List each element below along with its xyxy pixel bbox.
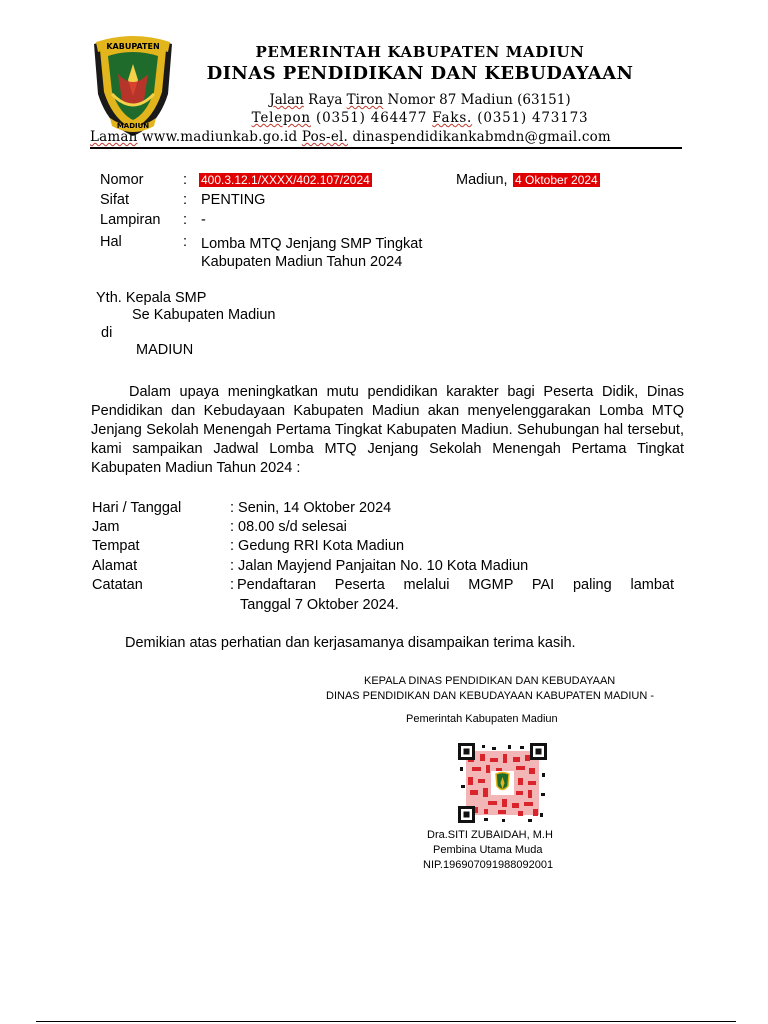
lampiran-label: Lampiran <box>100 212 161 228</box>
letterhead-line-address: Jalan Raya Tiron Nomor 87 Madiun (63151) <box>269 92 571 108</box>
kabupaten-madiun-emblem-logo <box>88 34 178 138</box>
colon: : <box>183 192 188 208</box>
recipient-city: MADIUN <box>136 342 194 358</box>
closing-sentence: Demikian atas perhatian dan kerjasamanya disampaikan terima kasih. <box>125 635 576 651</box>
recipient-di: di <box>101 325 113 341</box>
recipient-yth: Yth. Kepala SMP <box>96 290 207 306</box>
sifat-value: PENTING <box>201 192 266 208</box>
nomor-value: 400.3.12.1/XXXX/402.107/2024 <box>201 173 370 187</box>
signature-title-line2: DINAS PENDIDIKAN DAN KEBUDAYAAN KABUPATEN MADIUN - <box>326 690 655 702</box>
letterhead-line-phone: Telepon (0351) 464477 Faks. (0351) 473173 <box>251 110 589 126</box>
colon: : <box>183 172 188 188</box>
schedule-label-note: Catatan <box>92 577 143 593</box>
signature-title-line3: Pemerintah Kabupaten Madiun <box>406 713 558 725</box>
body-paragraph: Dalam upaya meningkatkan mutu pendidikan karakter bagi Peserta Didik, Dinas Pendidikan dan Kebudayaan Kabupaten Madiun akan menyelenggarakan Lomba MTQ Jenjang Sekolah Menengah Pertama Tingkat Kabupaten Madiun. Sehubungan hal tersebut, kami sampaikan Jadwal Lomba MTQ Jenjang Sekolah Menengah Pertama Tingkat Kabupaten Madiun Tahun 2024 : <box>91 384 684 476</box>
schedule-label-time: Jam <box>92 519 120 535</box>
signatory-name: Dra.SITI ZUBAIDAH, M.H <box>427 829 553 841</box>
recipient-line2: Se Kabupaten Madiun <box>132 307 276 323</box>
letterhead-line-government: PEMERINTAH KABUPATEN MADIUN <box>255 43 585 61</box>
letter-place: Madiun, <box>456 172 508 188</box>
hal-label: Hal <box>100 234 122 250</box>
page-bottom-rule <box>36 1021 736 1022</box>
colon: : <box>183 234 188 250</box>
hal-value-line2: Kabupaten Madiun Tahun 2024 <box>201 254 403 270</box>
letterhead-divider <box>90 147 682 149</box>
sifat-label: Sifat <box>100 192 130 208</box>
signatory-nip: NIP.196907091988092001 <box>423 859 554 871</box>
letter-date: 4 Oktober 2024 <box>515 173 598 187</box>
schedule-value-date: : Senin, 14 Oktober 2024 <box>230 500 392 516</box>
schedule-value-address: : Jalan Mayjend Panjaitan No. 10 Kota Madiun <box>230 558 529 574</box>
signature-title-line1: KEPALA DINAS PENDIDIKAN DAN KEBUDAYAAN <box>364 675 616 687</box>
schedule-value-note-line2: Tanggal 7 Oktober 2024. <box>240 597 399 613</box>
colon: : <box>183 212 188 228</box>
schedule-value-venue: : Gedung RRI Kota Madiun <box>230 538 405 554</box>
e-signature-qr-code <box>458 743 547 823</box>
schedule-label-venue: Tempat <box>92 538 140 554</box>
colon: : <box>230 577 235 593</box>
schedule-value-time: : 08.00 s/d selesai <box>230 519 347 535</box>
lampiran-value: - <box>201 212 206 228</box>
schedule-label-date: Hari / Tanggal <box>92 500 182 516</box>
hal-value-line1: Lomba MTQ Jenjang SMP Tingkat <box>201 236 423 252</box>
letterhead-line-web-email: Laman www.madiunkab.go.id Pos-el. dinaspendidikankabmdn@gmail.com <box>90 129 611 145</box>
nomor-label: Nomor <box>100 172 144 188</box>
signatory-rank: Pembina Utama Muda <box>433 844 543 856</box>
schedule-label-address: Alamat <box>92 558 138 574</box>
schedule-value-note-line1: Pendaftaran Peserta melalui MGMP PAI paling lambat <box>237 577 674 593</box>
letterhead-line-agency: DINAS PENDIDIKAN DAN KEBUDAYAAN <box>206 63 634 84</box>
logo-text-bottom: MADIUN <box>116 122 150 130</box>
logo-text-top: KABUPATEN <box>106 42 160 51</box>
